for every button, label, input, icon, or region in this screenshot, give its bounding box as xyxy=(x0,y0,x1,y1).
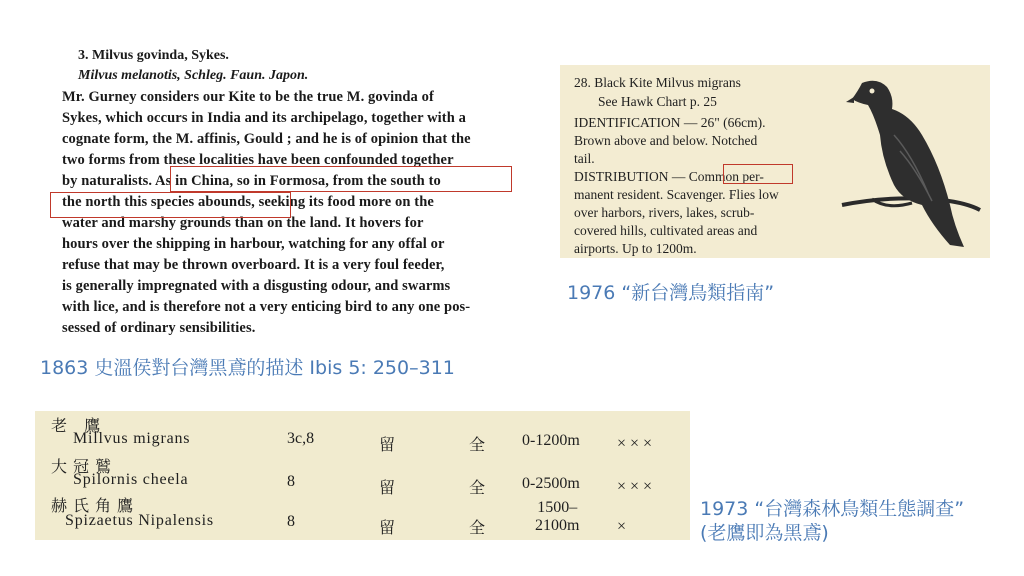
scientific-name: Spizaetus Nipalensis xyxy=(65,512,214,529)
text-line: DISTRIBUTION — Common per- xyxy=(574,169,764,184)
text-line: two forms from these localities have been confounded together xyxy=(62,152,454,168)
caption-1973-note: (老鷹即為黑鳶) xyxy=(700,522,829,544)
text-line: Sykes, which occurs in India and its archipelago, together with a xyxy=(62,110,466,126)
kite-illustration-icon xyxy=(832,75,982,255)
text-line: IDENTIFICATION — 26" (66cm). xyxy=(574,115,766,130)
text-line: by naturalists. As in China, so in Formosa, from the south to xyxy=(62,173,441,189)
code: 3c,8 xyxy=(287,430,315,447)
text-line: water and marshy grounds than on the land. It hovers for xyxy=(62,215,424,231)
species-synonym: Milvus melanotis, Schleg. Faun. Japon. xyxy=(78,68,309,83)
text-line: hours over the shipping in harbour, watching for any offal or xyxy=(62,236,445,252)
species-heading: 3. Milvus govinda, Sykes. xyxy=(78,48,229,63)
code: 8 xyxy=(287,513,295,530)
text-line: tail. xyxy=(574,151,595,166)
range: 全 xyxy=(469,437,486,454)
scan-1863-text xyxy=(58,42,520,342)
status: 留 xyxy=(379,437,396,454)
text-line: covered hills, cultivated areas and xyxy=(574,223,758,238)
text-line: 28. Black Kite Milvus migrans xyxy=(574,75,741,90)
text-line: with lice, and is therefore not a very enticing bird to any one pos- xyxy=(62,299,471,315)
marks: × xyxy=(617,518,627,535)
chinese-name: 老 鷹 xyxy=(51,416,107,435)
text-line: refuse that may be thrown overboard. It is a very foul feeder, xyxy=(62,257,445,273)
highlight-box xyxy=(723,164,793,184)
text-line: manent resident. Scavenger. Flies low xyxy=(574,187,779,202)
text-line: sessed of ordinary sensibilities. xyxy=(62,320,256,336)
text-line: is generally impregnated with a disgusting odour, and swarms xyxy=(62,278,451,294)
status: 留 xyxy=(379,480,396,497)
scan-1976-guide xyxy=(560,65,990,258)
scan-1973-table xyxy=(35,411,690,540)
range: 全 xyxy=(469,480,486,497)
caption-1973: 1973 “台灣森林鳥類生態調查” xyxy=(700,498,965,520)
altitude: 0-2500m xyxy=(522,475,580,492)
scientific-name: Millvus migrans xyxy=(73,430,191,447)
highlight-box xyxy=(170,166,512,192)
text-line: the north this species abounds, seeking its food more on the xyxy=(62,194,434,210)
caption-1863: 1863 史溫侯對台灣黑鳶的描述 Ibis 5: 250–311 xyxy=(40,357,455,379)
text-line: airports. Up to 1200m. xyxy=(574,241,697,256)
text-line: See Hawk Chart p. 25 xyxy=(598,94,717,109)
altitude: 0-1200m xyxy=(522,432,580,449)
chinese-name: 大冠鷲 xyxy=(51,457,118,476)
scientific-name: Spilornis cheela xyxy=(73,471,189,488)
marks: × × × xyxy=(617,435,653,452)
text-line: cognate form, the M. affinis, Gould ; and he is of opinion that the xyxy=(62,131,471,147)
text-line: over harbors, rivers, lakes, scrub- xyxy=(574,205,755,220)
range: 全 xyxy=(469,520,486,537)
altitude: 1500– 2100m xyxy=(535,499,580,534)
status: 留 xyxy=(379,520,396,537)
marks: × × × xyxy=(617,478,653,495)
text-line: Brown above and below. Notched xyxy=(574,133,758,148)
highlight-box xyxy=(50,192,291,218)
text-line: Mr. Gurney considers our Kite to be the true M. govinda of xyxy=(62,89,434,105)
code: 8 xyxy=(287,473,295,490)
chinese-name: 赫氏角鷹 xyxy=(51,496,140,515)
caption-1976: 1976 “新台灣鳥類指南” xyxy=(567,282,775,304)
